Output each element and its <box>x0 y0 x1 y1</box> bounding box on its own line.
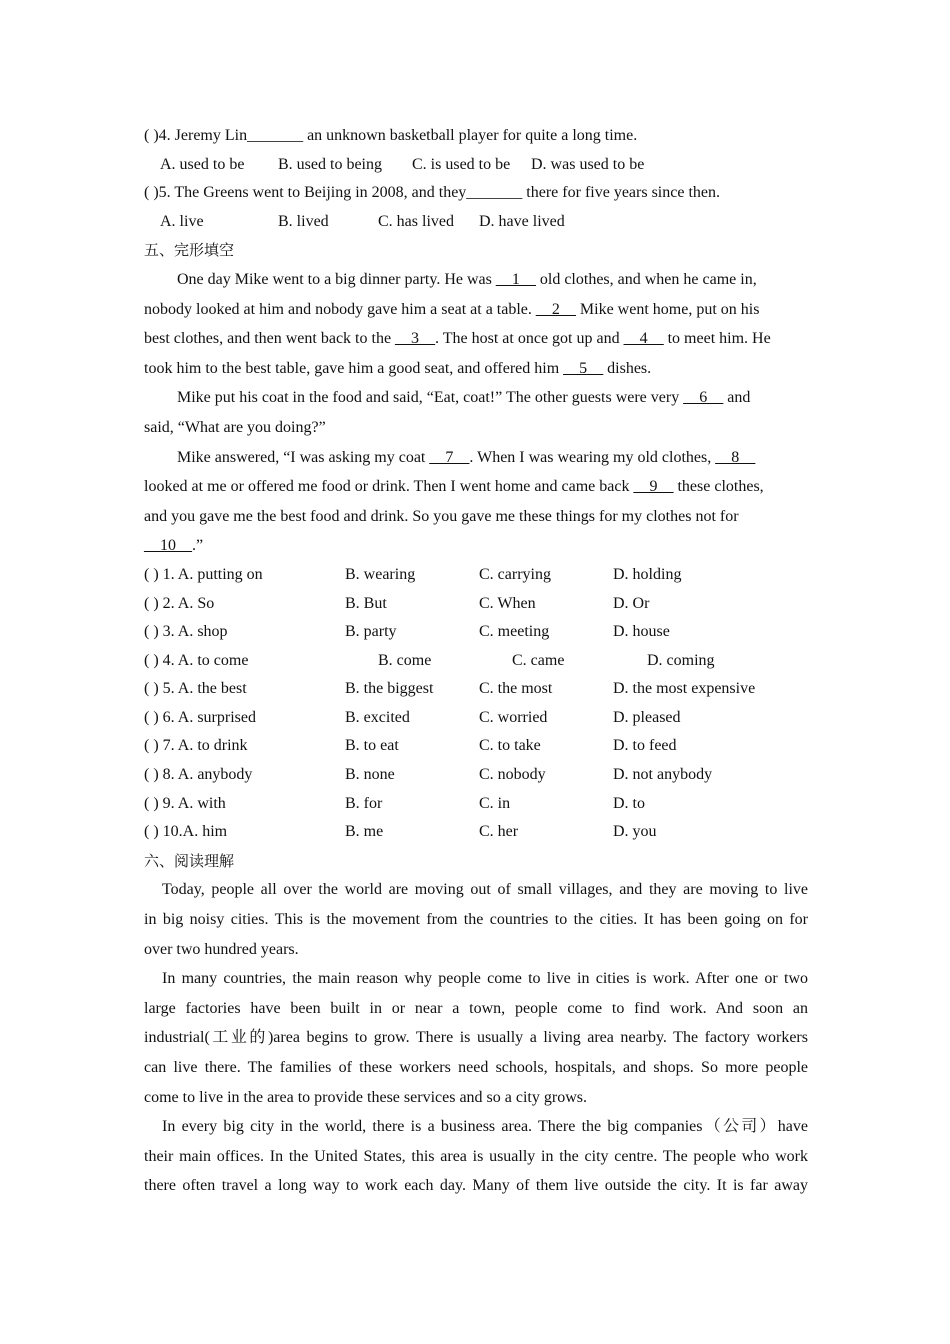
blank-1: __1__ <box>495 270 536 288</box>
question-4-stem: ( )4. Jeremy Lin_______ an unknown basketball player for quite a long time. <box>144 127 638 144</box>
cloze-number-option-a: ( ) 4. A. to come <box>144 651 249 669</box>
blank-6: __6__ <box>683 389 724 407</box>
option-b: B. lived <box>278 212 329 230</box>
passage-line: Mike put his coat in the food and said, “Eat, coat!” The other guests were very __6__ and <box>177 389 751 407</box>
reading-line: there often travel a long way to work each day. Many of them live outside the city. It is far away <box>144 1177 808 1195</box>
option-d: D. have lived <box>479 212 565 230</box>
option-c: C. came <box>512 651 565 669</box>
option-b: B. me <box>345 823 384 841</box>
reading-line: In many countries, the main reason why people come to live in cities is work. After one or two <box>162 970 808 988</box>
option-a: A. used to be <box>160 155 245 173</box>
question-5-stem: ( )5. The Greens went to Beijing in 2008, and they_______ there for five years since then. <box>144 184 720 202</box>
option-c: C. to take <box>479 737 541 755</box>
option-d: D. to <box>613 794 645 812</box>
option-c: C. her <box>479 823 519 841</box>
passage-line: nobody looked at him and nobody gave him a seat at a table. __2__ Mike went home, put on his <box>144 300 760 318</box>
reading-line: come to live in the area to provide these services and so a city grows. <box>144 1088 587 1106</box>
cloze-row <box>144 618 808 647</box>
option-d: D. not anybody <box>613 766 713 784</box>
option-c: C. meeting <box>479 623 550 641</box>
passage-line: took him to the best table, gave him a good seat, and offered him __5__ dishes. <box>144 359 652 377</box>
blank-5: __5__ <box>563 359 604 377</box>
reading-line: their main offices. In the United States, this area is usually in the city centre. The people who work <box>144 1147 808 1165</box>
cloze-row <box>144 732 808 761</box>
option-b: B. excited <box>345 708 410 726</box>
option-d: D. you <box>613 823 657 841</box>
question-4-options <box>144 151 808 180</box>
blank-7: __7__ <box>429 448 470 466</box>
option-c: C. carrying <box>479 565 551 583</box>
reading-line: over two hundred years. <box>144 940 299 958</box>
cloze-row <box>144 675 808 704</box>
option-b: B. party <box>345 623 397 641</box>
cloze-number-option-a: ( ) 2. A. So <box>144 594 215 612</box>
section-6-heading: 六、阅读理解 <box>144 851 235 870</box>
cloze-row <box>144 761 808 790</box>
blank-4: __4__ <box>623 330 664 348</box>
option-c: C. in <box>479 794 511 812</box>
option-d: D. coming <box>647 651 715 669</box>
reading-line: In every big city in the world, there is a business area. There the big companies（公司）have <box>162 1118 808 1136</box>
reading-line: can live there. The families of these workers need schools, hospitals, and shops. So more people <box>144 1059 808 1076</box>
option-b: B. come <box>378 651 432 669</box>
passage-line: One day Mike went to a big dinner party. He was __1__ old clothes, and when he came in, <box>177 270 757 288</box>
option-b: B. used to being <box>278 155 382 173</box>
blank-10: __10__ <box>144 537 192 555</box>
cloze-number-option-a: ( ) 6. A. surprised <box>144 708 256 726</box>
option-b: B. the biggest <box>345 680 434 698</box>
cloze-number-option-a: ( ) 5. A. the best <box>144 680 247 698</box>
blank-9: __9__ <box>633 478 674 496</box>
question-5-options <box>144 208 808 237</box>
cloze-number-option-a: ( ) 10.A. him <box>144 823 228 841</box>
option-d: D. pleased <box>613 708 681 726</box>
reading-line: in big noisy cities. This is the movement from the countries to the cities. It has been going on for <box>144 911 808 929</box>
cloze-number-option-a: ( ) 1. A. putting on <box>144 565 263 583</box>
option-c: C. nobody <box>479 766 546 784</box>
cloze-row <box>144 647 808 676</box>
blank-2: __2__ <box>535 300 576 318</box>
option-c: C. worried <box>479 708 548 726</box>
option-c: C. has lived <box>378 212 454 230</box>
option-d: D. the most expensive <box>613 680 756 698</box>
option-b: B. But <box>345 594 387 612</box>
option-d: D. was used to be <box>531 155 645 173</box>
option-c: C. When <box>479 594 536 612</box>
cloze-number-option-a: ( ) 9. A. with <box>144 794 226 812</box>
option-d: D. holding <box>613 565 682 583</box>
passage-line: __10__.” <box>144 537 204 555</box>
option-c: C. the most <box>479 680 553 698</box>
cloze-number-option-a: ( ) 8. A. anybody <box>144 766 253 784</box>
option-c: C. is used to be <box>412 155 511 173</box>
cloze-row <box>144 818 808 847</box>
cloze-row <box>144 590 808 619</box>
option-b: B. none <box>345 766 395 784</box>
cloze-row <box>144 561 808 590</box>
option-d: D. Or <box>613 594 650 612</box>
passage-line: said, “What are you doing?” <box>144 418 326 436</box>
cloze-options-list <box>144 561 808 847</box>
option-d: D. to feed <box>613 737 677 755</box>
reading-line: industrial(工业的)area begins to grow. There is usually a living area nearby. The factory workers <box>144 1029 808 1047</box>
cloze-number-option-a: ( ) 7. A. to drink <box>144 737 248 755</box>
blank-8: __8__ <box>715 448 756 466</box>
option-b: B. for <box>345 794 383 812</box>
cloze-row <box>144 790 808 819</box>
option-d: D. house <box>613 623 670 641</box>
cloze-row <box>144 704 808 733</box>
passage-line: Mike answered, “I was asking my coat __7__. When I was wearing my old clothes, __8__ <box>177 448 756 466</box>
option-b: B. wearing <box>345 565 416 583</box>
worksheet-page <box>144 122 808 1201</box>
passage-line: and you gave me the best food and drink. So you gave me these things for my clothes not for <box>144 507 739 525</box>
cloze-number-option-a: ( ) 3. A. shop <box>144 623 228 641</box>
blank-3: __3__ <box>395 330 436 348</box>
passage-line: best clothes, and then went back to the __3__. The host at once got up and __4__ to meet him. He <box>144 330 771 348</box>
option-b: B. to eat <box>345 737 399 755</box>
reading-line: large factories have been built in or near a town, people come to find work. And soon an <box>144 999 808 1017</box>
section-5-heading: 五、完形填空 <box>144 241 235 260</box>
reading-line: Today, people all over the world are moving out of small villages, and they are moving to live <box>162 881 808 899</box>
option-a: A. live <box>160 212 204 230</box>
passage-line: looked at me or offered me food or drink. Then I went home and came back __9__ these clothes, <box>144 478 764 496</box>
